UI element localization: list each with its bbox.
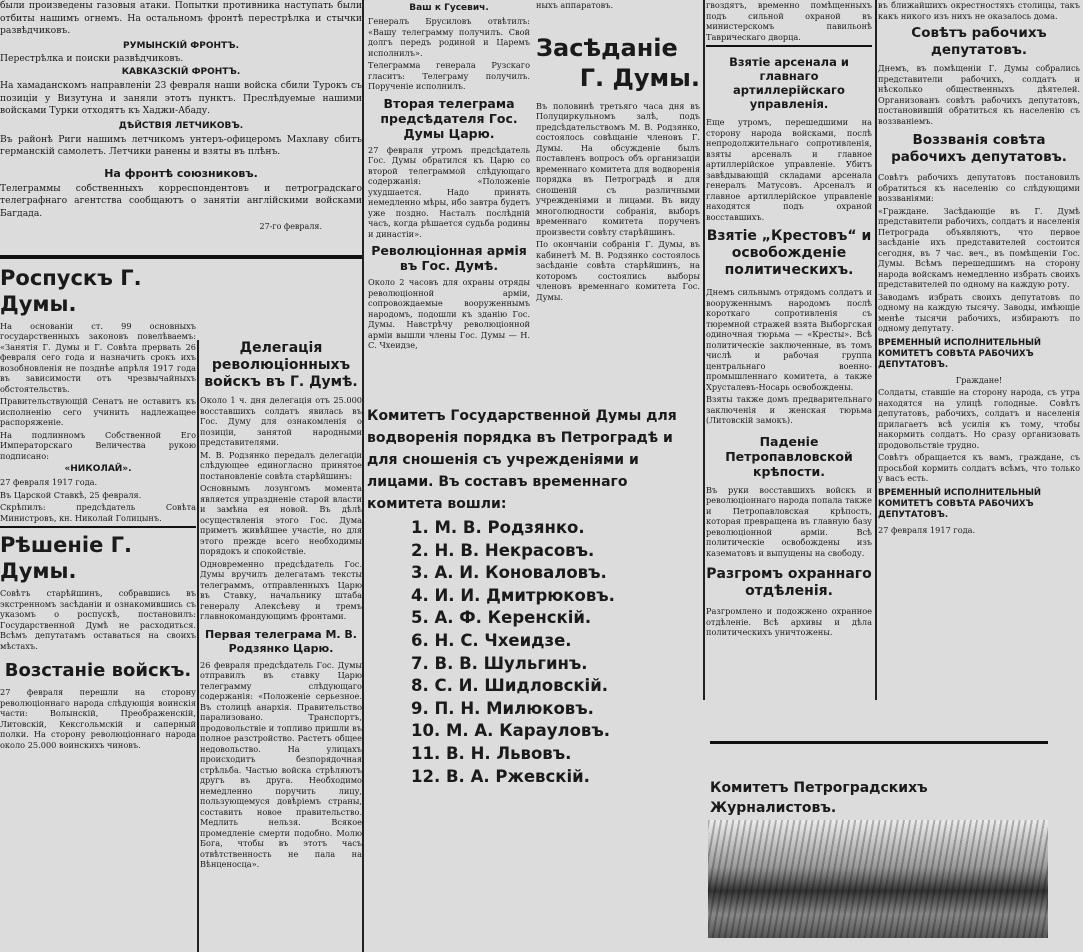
date-1: 27-го февраля. <box>259 222 322 231</box>
committee-member: 7. В. В. Шульгинъ. <box>411 653 588 673</box>
committee-member: 8. С. И. Шидловскій. <box>411 676 609 696</box>
text-uprising: 27 февраля перешли на сторону революціоннаго народа слѣдующія воинскія части: Волынскій, Преображенскій, Литовскій, Кексгольмскій и саперный полки. На сторону революціоннаго народа около 25.000 воинскихъ чиновъ. <box>0 687 196 750</box>
text-basic: Основнымъ лозунгомъ момента является упраздненіе старой власти и замѣна ея новой. Въ дѣлѣ осуществленія этого Гос. Дума приметъ живѣйшее участіе, но для этого прежде всего необходимы порядокъ и спокойствіе. <box>200 483 362 556</box>
dissolve-section <box>0 265 196 751</box>
journalists-banner <box>710 738 1048 818</box>
committee-member: 10. М. А. Карауловъ. <box>411 721 611 741</box>
text-session: Въ половинѣ третьяго часа дня въ Полуциркульномъ залѣ, подъ предсѣдательствомъ М. В. Родзянко, состоялось совѣщаніе членовъ Г. Думы. На обсужденіе былъ поставленъ вопросъ объ организаціи временнаго комитета для водворенія порядка въ Петроградѣ и для сношеній съ различными учрежденіями и лицами. Въ виду многолюдности собранія, выборъ временнаго комитета порученъ произвести совѣту старѣйшинъ. <box>536 100 700 237</box>
text-brusilov: Генералъ Брусиловъ отвѣтилъ: «Вашу телеграмму получилъ. Свой долгъ передъ родиной и Царемъ исполнилъ». <box>368 16 530 58</box>
text-simult: Одновременно предсѣдатель Гос. Думы вручилъ делегатамъ тексты телеграммъ, отправленныхъ Царю въ Ставку, начальнику штаба генералу Алексѣеву и тремъ главнокомандующимъ фронтами. <box>200 558 362 621</box>
column-rule <box>197 340 199 952</box>
text-allies: Телеграммы собственныхъ корреспондентовъ и петроградскаго телеграфнаго агентства сообщаютъ о занятіи англійскими войсками Багдада. <box>0 182 362 219</box>
heading-arsenal: Взятіе арсенала и главнаго артиллерійскаго управленія. <box>729 55 849 111</box>
heading-caucasus: КАВКАЗСКІЙ ФРОНТЪ. <box>121 67 241 77</box>
signature: «НИКОЛАЙ». <box>64 464 132 474</box>
text-romania: Перестрѣлка и поиски развѣдчиковъ. <box>0 52 184 64</box>
heading-romania: РУМЫНСКІЙ ФРОНТЪ. <box>122 40 240 51</box>
committee-block <box>367 405 705 788</box>
heading-pilots: ДѢЙСТВІЯ ЛЕТЧИКОВЪ. <box>118 120 244 131</box>
heading-soviet: Совѣтъ рабочихъ депутатовъ. <box>911 25 1047 58</box>
text-army: Около 2 часовъ для охраны отряды революціонной арміи, сопровождаемые вооруженнымъ народомъ, подошли къ зданію Гос. Думы. Навстрѣчу революціонной арміи вышли члены Гос. Думы — Н. С. Чхеидзе, <box>368 277 530 350</box>
column-rule <box>362 0 364 952</box>
text-kresty: Днемъ сильнымъ отрядомъ солдатъ и вооруженнымъ народомъ послѣ короткаго сопротивленія съ тюремной стражей взята Выборгская одиночная тюрьма — «Кресты». Всѣ политическіе заключенные, въ томъ числѣ и рабочая группа центральнаго военно-промышленнаго комитета, а также Хрусталевъ-Носарь освобождены. <box>706 287 872 392</box>
text-top: гвоздятъ, временно помѣщенныхъ подъ сильной охраной въ министерскомъ павильонѣ Таврическаго дворца. <box>706 0 872 42</box>
heading-first-telegram: Первая телеграма М. В. Родзянко Царю. <box>205 627 357 655</box>
divider <box>706 45 872 47</box>
text-first-telegram: 26 февраля предсѣдатель Гос. Думы отправилъ въ ставку Царю телеграмму слѣдующаго содержанія: «Положеніе серьезное. Въ столицѣ анархія. Правительство парализовано. Транспортъ, продовольствіе и топливо пришли въ полное разстройство. Растетъ общее недовольство. На улицахъ происходитъ безпорядочная стрѣльба. Частью войска стрѣляютъ другъ въ друга. Необходимо немедленно поручить лицу, пользующемуся довѣріемъ страны, составить новое правительство. Медлить нельзя. Всякое промедленіе смерти подобно. Молю Бога, чтобы въ этотъ часъ отвѣтственность не пала на Вѣнценосца». <box>200 659 362 869</box>
text-dissolve: На основаніи ст. 99 основныхъ государственныхъ законовъ повелѣваемъ: «Занятія Г. Думы и Г. Совѣта прервать 26 февраля сего года и назначить срокъ ихъ возобновленія не позднѣе апрѣля 1917 года въ зависимости отъ чрезвычайныхъ обстоятельствъ. <box>0 320 196 394</box>
text-senate: Правительствующій Сенатъ не оставитъ къ исполненію сего учинить надлежащее распоряженіе. <box>0 396 196 427</box>
text-stavka: Въ Царской Ставкѣ, 25 февраля. <box>0 489 142 500</box>
text-soviet: Днемъ, въ помѣщеніи Г. Думы собрались представители рабочихъ, солдатъ и нѣсколько общественныхъ дѣятелей. Организованъ совѣтъ рабочихъ депутатовъ, постановившій обратиться къ населенію съ воззваніемъ. <box>878 63 1080 126</box>
text-fortress: Въ руки восставшихъ войскъ и революціоннаго народа попала также и Петропавловская крѣпость, которая превращена въ главную базу революціонной арміи. Всѣ политическіе освобождены изъ казематовъ и выпущены на свободу. <box>706 484 872 558</box>
committee-member: 5. А. Ф. Керенскій. <box>411 608 592 628</box>
photo <box>708 820 1048 938</box>
divider <box>0 255 362 259</box>
text-okhrana: Разгромлено и подожжено охранное отдѣленіе. Всѣ архивы и дѣла политическихъ уничтожены. <box>706 606 872 637</box>
committee-title: Комитетъ Государственной Думы для водворенія порядка въ Петроградѣ и для сношенія съ учрежденіями и лицами. Въ составъ временнаго комитета вошли: <box>367 408 677 512</box>
text-delegation: Около 1 ч. дня делегація отъ 25.000 восставшихъ солдатъ явилась въ Гос. Думу для ознакомленія о позиціи, занятой народными представителями. <box>200 395 362 447</box>
committee-member: 6. Н. С. Чхеидзе. <box>411 630 572 650</box>
heading-session-2: Г. Думы. <box>579 63 700 92</box>
heading-journalists: Комитетъ Петроградскихъ Журналистовъ. <box>710 780 928 816</box>
text-arsenal: Еще утромъ, перешедшими на сторону народа войсками, послѣ непродолжительнаго сопротивленія, взяты арсеналъ и главное артиллерійское управленіе. Убитъ завѣдывающій складами арсенала генералъ Матусовъ. Арсеналъ и главное артиллерійское управленіе находятся подъ охраной восставшихъ. <box>706 117 872 222</box>
heading-uprising: Возстаніе войскъ. <box>4 660 192 681</box>
committee-members <box>411 517 705 788</box>
heading-fortress: Паденіе Петропавловской крѣпости. <box>725 433 853 479</box>
heading-allies: На фронтѣ союзниковъ. <box>104 166 258 180</box>
committee-member: 11. В. Н. Львовъ. <box>411 743 572 763</box>
text-decision: Совѣтъ старѣйшинъ, собравшись въ экстренномъ засѣданіи и ознакомившись съ указомъ о роспускѣ, постановилъ: Государственной Думѣ не расходиться. Всѣмъ депутатамъ оставаться на своихъ мѣстахъ. <box>0 588 196 651</box>
text-appeal-1: Совѣтъ рабочихъ депутатовъ постановилъ обратиться къ населенію со слѣдующими воззваніями: <box>878 172 1080 203</box>
text-second-telegram: 27 февраля утромъ предсѣдатель Гос. Думы обратился къ Царю со второй телеграммой слѣдующаго содержанія: «Положеніе ухудшается. Надо принять немедленно мѣры, ибо завтра будетъ уже поздно. Насталъ послѣдній часъ, когда рѣшается судьба родины и династіи». <box>368 144 530 239</box>
text-appeal-2: «Граждане. Засѣдающіе въ Г. Думѣ представители рабочихъ, солдатъ и населенія Петрограда объявляютъ, что первое засѣданіе ихъ представителей состоится сегодня, въ 7 час. веч., въ помѣщеніи Гос. Думы. Всѣмъ перешедшимъ на сторону народа войскамъ немедленно избрать своихъ представителей по одному на каждую роту. <box>878 205 1080 289</box>
text-rodzianko: М. В. Родзянко передалъ делегаціи слѣдующее единогласно принятое постановленіе совѣта старѣйшинъ: <box>200 449 362 481</box>
committee-member: 1. М. В. Родзянко. <box>411 518 585 537</box>
committee-member: 2. Н. В. Некрасовъ. <box>411 540 595 560</box>
text-pilots: Въ районѣ Риги нашимъ летчикомъ унтеръ-офицеромъ Махлаву сбитъ германскій самолетъ. Летчики ранены и взяты въ плѣнъ. <box>0 133 362 157</box>
text-after: По окончаніи собранія Г. Думы, въ кабинетѣ М. В. Родзянко состоялось засѣданіе совѣта старѣйшинъ, на которомъ состоялись выборы членовъ временнаго комитета Гос. Думы. <box>536 239 700 302</box>
heading-session-1: Засѣданіе <box>536 33 678 62</box>
committee-member: 9. П. Н. Милюковъ. <box>411 698 594 718</box>
heading-delegation: Делегація революціонныхъ войскъ въ Г. Думѣ. <box>204 340 358 390</box>
heading-top: Ваш к Гусевич. <box>409 3 489 13</box>
text-top: были произведены газовыя атаки. Попытки противника наступать были отбиты нашимъ огнемъ. На остальномъ фронтѣ перестрѣлка и стычки развѣдчиковъ. <box>0 0 362 36</box>
text-top: ныхъ аппаратовъ. <box>536 0 614 10</box>
text-citizens: Граждане! <box>955 374 1003 385</box>
column-1b <box>200 340 362 952</box>
text-top: въ ближайшихъ окрестностяхъ столицы, такъ какъ никого изъ нихъ не оказалось дома. <box>878 0 1080 21</box>
heading-exec-1: ВРЕМЕННЫЙ ИСПОЛНИТЕЛЬНЫЙ КОМИТЕТЪ СОВѢТА РАБОЧИХЪ ДЕПУТАТОВЪ. <box>878 337 1042 370</box>
heading-exec-2: ВРЕМЕННЫЙ ИСПОЛНИТЕЛЬНЫЙ КОМИТЕТЪ СОВѢТА РАБОЧИХЪ ДЕПУТАТОВЪ. <box>878 487 1042 520</box>
text-signed: На подлинномъ Собственной Его Императорскаго Величества рукою подписано: <box>0 429 196 461</box>
heading-okhrana: Разгромъ охраннаго отдѣленія. <box>706 566 872 599</box>
heading-kresty: Взятіе „Крестовъ“ и освобожденіе политическихъ. <box>706 228 872 278</box>
heading-dissolve: Роспускъ Г. Думы. <box>0 265 142 316</box>
text-ruzsky: Телеграмма генерала Рузскаго гласитъ: Телеграму получилъ. Порученіе исполнилъ. <box>368 60 530 91</box>
committee-member: 3. А. И. Коноваловъ. <box>411 563 607 583</box>
text-ask: Совѣтъ обращается къ вамъ, граждане, съ просьбой кормить солдатъ всѣмъ, что только у васъ есть. <box>878 452 1080 483</box>
text-litovsky: Взяты также домъ предварительнаго заключенія и женская тюрьма (Литовскій замокъ). <box>706 394 872 425</box>
committee-member: 12. В. А. Ржевскій. <box>411 766 590 786</box>
committee-member: 4. И. И. Дмитрюковъ. <box>411 585 615 605</box>
text-date-2: 27 февраля 1917 года. <box>0 477 98 487</box>
text-date: 27 февраля 1917 года. <box>878 524 976 535</box>
text-hungry: Солдаты, ставшіе на сторону народа, съ утра находятся на улицѣ голодные. Совѣтъ депутатовъ, рабочихъ, солдатъ и населенія прилагаетъ всѣ усилія къ тому, чтобы накормить солдатъ. Но сразу организовать продовольствіе трудно. <box>878 387 1080 450</box>
divider <box>0 526 196 528</box>
divider <box>710 741 1048 744</box>
heading-decision: Рѣшеніе Г. Думы. <box>0 533 133 583</box>
heading-army: Революціонная армія въ Гос. Думѣ. <box>371 243 527 273</box>
text-counter: Скрѣпилъ: предсѣдатель Совѣта Министровъ, кн. Николай Голицынъ. <box>0 502 196 523</box>
heading-appeal: Воззванія совѣта рабочихъ депутатовъ. <box>891 132 1067 165</box>
text-appeal-3: Заводамъ избрать своихъ депутатовъ по одному на каждую тысячу. Заводы, имѣющіе менѣе тысячи рабочихъ, избираютъ по одному депутату. <box>878 291 1080 333</box>
text-caucasus: На хамаданскомъ направленіи 23 февраля наши войска сбили Турокъ съ позиціи у Визутуна и заняли этотъ пунктъ. Преслѣдуемые нашими войсками Турки отходятъ къ Хаджи-Абаду. <box>0 80 362 116</box>
heading-second-telegram: Вторая телеграма предсѣдателя Гос. Думы Царю. <box>380 95 518 141</box>
